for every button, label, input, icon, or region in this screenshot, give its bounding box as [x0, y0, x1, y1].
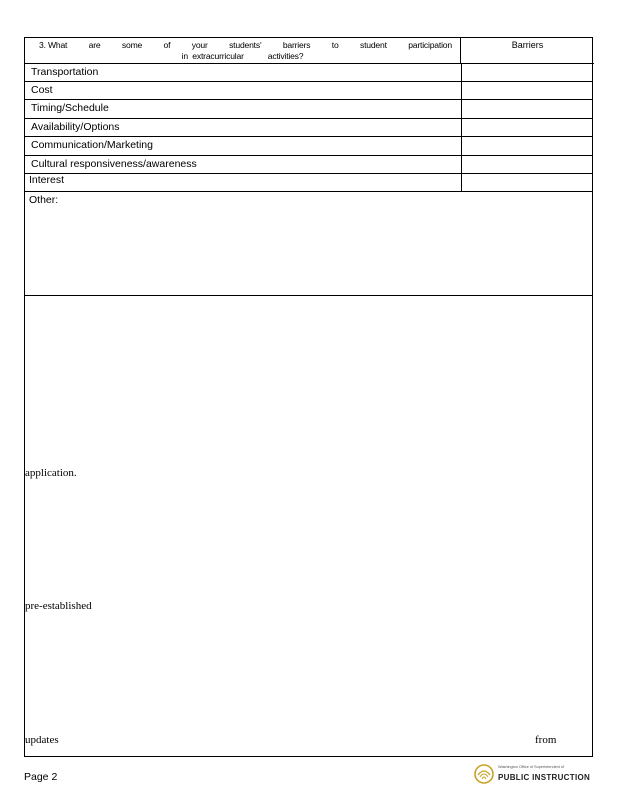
question-word: of	[163, 40, 171, 50]
barrier-label: Communication/Marketing	[31, 139, 153, 151]
page-number: Page 2	[24, 771, 58, 783]
question-word: barriers	[282, 40, 311, 50]
text-fragment-updates: updates	[25, 734, 59, 746]
question-word: student	[359, 40, 387, 50]
barrier-label: Cultural responsiveness/awareness	[31, 158, 197, 170]
barriers-column-header: Barriers	[461, 38, 594, 64]
question-word: your	[191, 40, 208, 50]
logo-agency-line: Washington Office of Superintendent of	[498, 765, 565, 769]
ospi-emblem-icon	[474, 764, 494, 784]
question-header	[25, 38, 461, 64]
barrier-label: Availability/Options	[31, 121, 120, 133]
barrier-response-cell[interactable]	[461, 64, 593, 81]
question-word: students'	[229, 40, 262, 50]
barrier-response-cell[interactable]	[461, 174, 593, 191]
barrier-row	[25, 156, 592, 174]
barrier-label: Cost	[31, 84, 53, 96]
text-fragment-from: from	[535, 734, 557, 746]
barrier-label: Interest	[29, 174, 65, 186]
question-word: 3. What	[39, 40, 68, 50]
question-word: participation	[408, 40, 452, 50]
barrier-row	[25, 64, 592, 82]
question-word: to	[331, 40, 339, 50]
text-fragment-application: application.	[25, 467, 77, 479]
barrier-response-cell[interactable]	[461, 119, 593, 136]
other-label: Other:	[29, 194, 59, 206]
barrier-row	[25, 137, 592, 156]
barrier-row	[25, 82, 592, 100]
barrier-row	[25, 100, 592, 119]
barrier-response-cell[interactable]	[461, 82, 593, 99]
question-word: are	[88, 40, 101, 50]
question-line-2: in extracurricular activities?	[181, 51, 304, 61]
question-word: some	[121, 40, 143, 50]
text-fragment-pre-established: pre-established	[25, 600, 92, 612]
other-response-box[interactable]	[25, 192, 592, 296]
ospi-logo	[474, 764, 594, 786]
survey-form	[24, 37, 593, 757]
barrier-response-cell[interactable]	[461, 156, 593, 173]
barrier-label: Timing/Schedule	[31, 102, 109, 114]
barrier-response-cell[interactable]	[461, 137, 593, 155]
barrier-response-cell[interactable]	[461, 100, 593, 118]
question-line-1	[39, 40, 452, 51]
barrier-label: Transportation	[31, 66, 99, 78]
barrier-row	[25, 119, 592, 137]
barrier-row	[25, 174, 592, 192]
logo-title: PUBLIC INSTRUCTION	[498, 773, 591, 782]
